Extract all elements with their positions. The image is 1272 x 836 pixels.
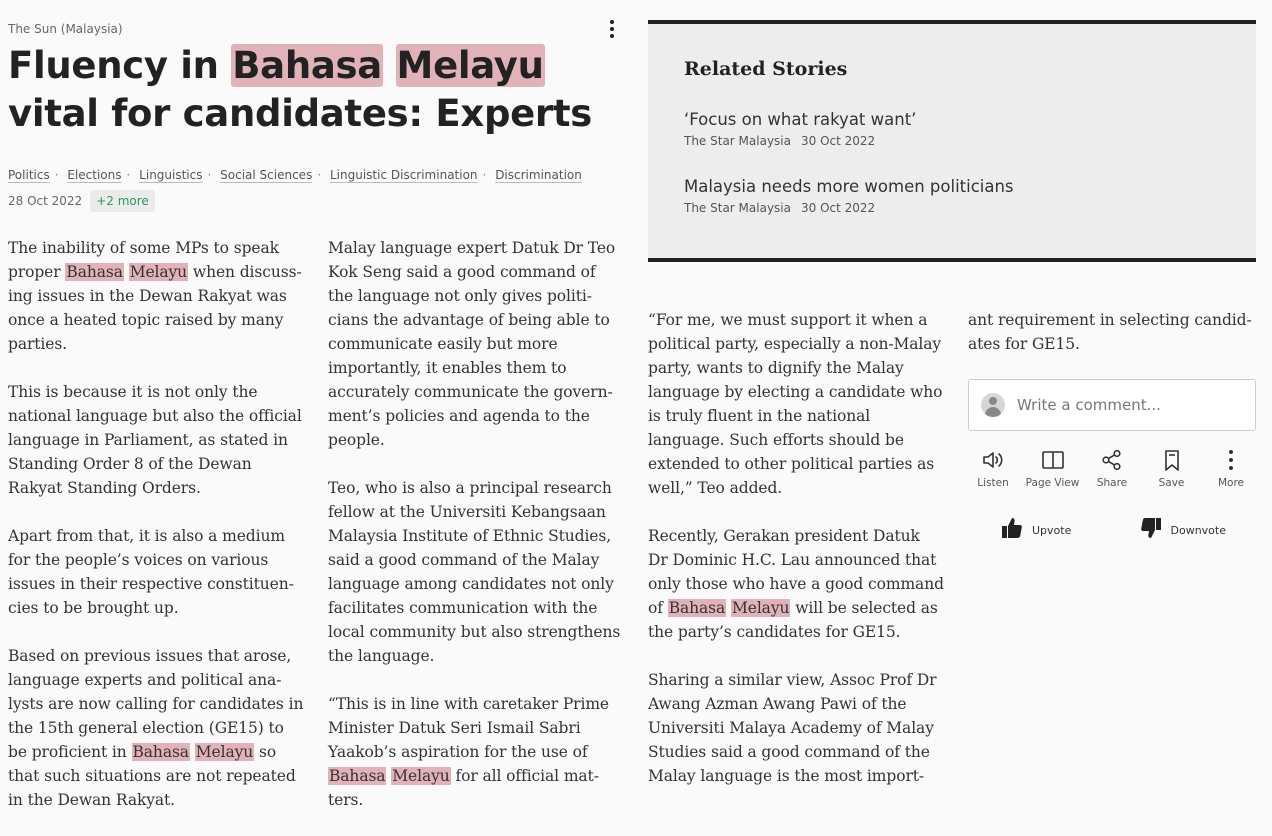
- related-story-meta: [684, 201, 1014, 215]
- title-text: vital for candidates: Experts: [8, 92, 592, 135]
- highlight: Bahasa: [132, 743, 189, 761]
- text: The inability of some MPs to speak proper: [8, 239, 279, 281]
- tag-social-sciences[interactable]: Social Sciences: [220, 168, 313, 182]
- paragraph: [328, 692, 624, 812]
- paragraph: This is because it is not only the national language but also the official language in Parliament, as stated in Standing Order 8 of the Dewan Rakyat Standing Orders.: [8, 383, 302, 497]
- paragraph: ant requirement in selecting candidates for GE15.: [968, 311, 1252, 353]
- share-icon: [1099, 447, 1125, 473]
- paragraph: [648, 524, 944, 644]
- highlight: Bahasa: [66, 263, 123, 281]
- text: will be selected as the party’s candidates for GE15.: [648, 599, 938, 641]
- article-title: [8, 42, 633, 138]
- related-stories-heading: Related Stories: [684, 58, 848, 80]
- page-view-label: Page View: [1025, 477, 1080, 489]
- share-button[interactable]: [1087, 447, 1137, 489]
- more-tags-button[interactable]: +2 more: [90, 190, 155, 212]
- article-column-4: [968, 308, 1256, 380]
- text: “This is in line with caretaker Prime Minister Datuk Seri Ismail Sabri Yaakob’s aspiration for the use of: [328, 695, 609, 761]
- avatar: [981, 393, 1005, 417]
- action-bar: [968, 447, 1256, 489]
- related-story[interactable]: [684, 177, 1014, 215]
- paragraph: Teo, who is also a principal research fellow at the Universiti Kebangsaan Malaysia Institute of Ethnic Studies, said a good command of the Malay language among candidates not only facilitates communication with the local community but also strengthens the language.: [328, 479, 621, 665]
- listen-label: Listen: [977, 477, 1009, 489]
- paragraph: [8, 644, 304, 812]
- dateline: [8, 190, 155, 212]
- upvote-button[interactable]: [1000, 516, 1071, 544]
- text: Based on previous issues that arose, language experts and political analysts are now calling for candidates in the 15th general election (GE15) to be proficient in: [8, 647, 304, 761]
- related-story-title[interactable]: Malaysia needs more women politicians: [684, 177, 1014, 196]
- article-column-2: [328, 236, 624, 836]
- more-button[interactable]: [1206, 447, 1256, 489]
- tag-politics[interactable]: Politics: [8, 168, 50, 182]
- paragraph: Malay language expert Datuk Dr Teo Kok Seng said a good command of the language not only gives politicians the advantage of being able to communicate easily but more importantly, it enables them to accurately communicate the government’s policies and agenda to the people.: [328, 239, 616, 449]
- title-highlight: Bahasa: [232, 44, 382, 87]
- tag-separator: ·: [126, 168, 131, 182]
- related-story-title[interactable]: ‘Focus on what rakyat want’: [684, 110, 917, 129]
- related-story[interactable]: [684, 110, 916, 148]
- page-view-icon: [1040, 447, 1066, 473]
- save-button[interactable]: [1147, 447, 1197, 489]
- highlight: Melayu: [129, 263, 188, 281]
- highlight: Melayu: [731, 599, 790, 617]
- title-text: Fluency in: [8, 44, 232, 87]
- title-highlight: Melayu: [396, 44, 544, 87]
- related-story-source: The Star Malaysia: [684, 201, 791, 215]
- tag-linguistic-discrimination[interactable]: Linguistic Discrimination: [329, 168, 478, 182]
- paragraph: Sharing a similar view, Assoc Prof Dr Awang Azman Awang Pawi of the Universiti Malaya Academy of Malay Studies said a good command of the Malay language is the most import-: [648, 671, 937, 785]
- article-date: 28 Oct 2022: [8, 194, 83, 208]
- text: Recently, Gerakan president Datuk Dr Dominic H.C. Lau announced that only those who have a good command of: [648, 527, 944, 617]
- upvote-label: Upvote: [1032, 523, 1072, 537]
- paragraph: Apart from that, it is also a medium for the people’s voices on various issues in their respective constituencies to be brought up.: [8, 527, 294, 617]
- listen-button[interactable]: [968, 447, 1018, 489]
- tag-discrimination[interactable]: Discrimination: [495, 168, 582, 182]
- related-story-source: The Star Malaysia: [684, 134, 791, 148]
- article-column-3: [648, 308, 944, 812]
- text: so that such situations are not repeated in the Dewan Rakyat.: [8, 743, 296, 809]
- tag-linguistics[interactable]: Linguistics: [139, 168, 203, 182]
- related-story-date: 30 Oct 2022: [801, 134, 876, 148]
- highlight: Bahasa: [668, 599, 726, 617]
- thumbs-down-icon: [1139, 516, 1163, 544]
- article-source: The Sun (Malaysia): [8, 22, 123, 36]
- comment-input[interactable]: [1015, 395, 1239, 415]
- bookmark-icon: [1159, 447, 1185, 473]
- related-stories-panel: [648, 20, 1256, 262]
- related-story-meta: [684, 134, 916, 148]
- more-options-icon[interactable]: [604, 19, 620, 39]
- downvote-label: Downvote: [1170, 523, 1226, 537]
- comment-box[interactable]: [968, 379, 1256, 431]
- text: for all official matters.: [328, 767, 599, 809]
- tag-separator: ·: [54, 168, 59, 182]
- tag-list: [8, 168, 582, 182]
- article-column-1: [8, 236, 304, 836]
- highlight: Melayu: [195, 743, 254, 761]
- text: when discussing issues in the Dewan Rakyat was once a heated topic raised by many parties.: [8, 263, 302, 353]
- speaker-icon: [980, 447, 1006, 473]
- tag-separator: ·: [482, 168, 487, 182]
- more-label: More: [1217, 477, 1245, 489]
- share-label: Share: [1096, 477, 1128, 489]
- tag-separator: ·: [207, 168, 212, 182]
- vote-bar: [1000, 516, 1256, 544]
- related-story-date: 30 Oct 2022: [801, 201, 876, 215]
- paragraph: [8, 236, 304, 356]
- highlight: Bahasa: [329, 767, 386, 785]
- highlight: Melayu: [392, 767, 450, 785]
- downvote-button[interactable]: [1139, 516, 1227, 544]
- tag-elections[interactable]: Elections: [67, 168, 122, 182]
- page-view-button[interactable]: [1025, 447, 1080, 489]
- more-vertical-icon: [1218, 447, 1244, 473]
- tag-separator: ·: [317, 168, 322, 182]
- save-label: Save: [1158, 477, 1185, 489]
- paragraph: “For me, we must support it when a political party, especially a non-Malay party, wants to dignify the Malay language by electing a candidate who is truly fluent in the national language. Such efforts should be extended to other political parties as well,” Teo added.: [648, 311, 943, 497]
- thumbs-up-icon: [1000, 516, 1024, 544]
